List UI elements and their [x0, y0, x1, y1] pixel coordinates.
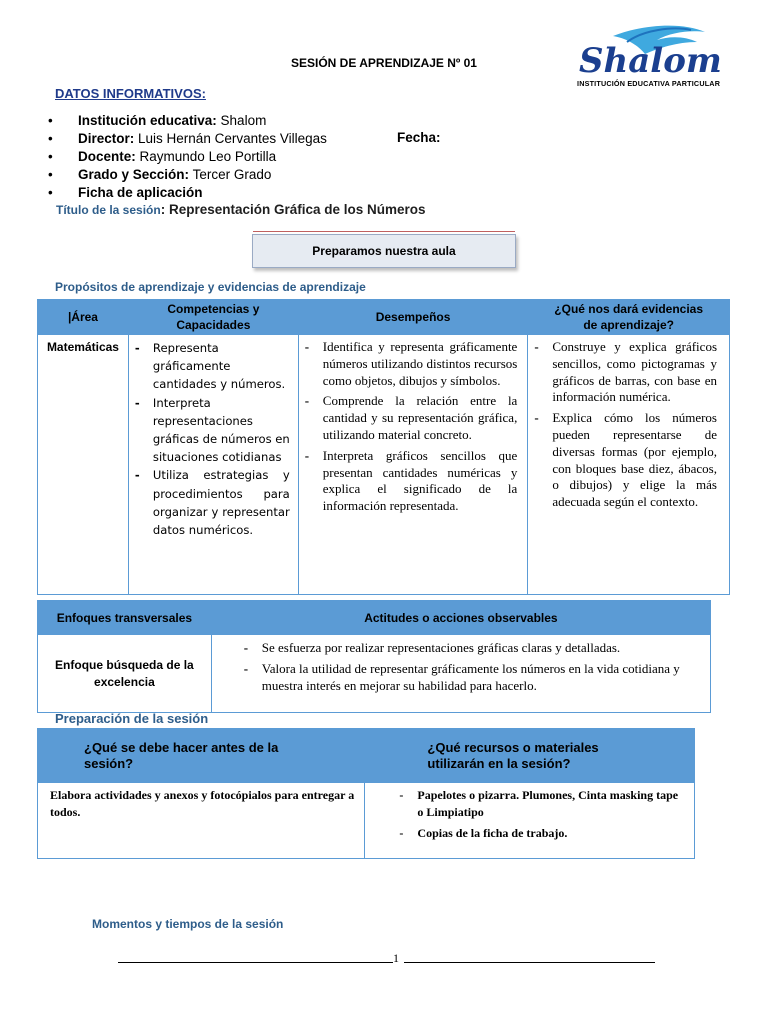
- desempenos-cell: [298, 335, 528, 595]
- list-item: - Identifica y representa gráficamente números utilizando distintos recursos como objetos, dibujos y símbolos.: [299, 339, 518, 389]
- list-item: • Ficha de aplicación: [48, 184, 327, 202]
- list-item: - Representa gráficamente cantidades y números.: [129, 339, 290, 394]
- preparacion-table: [37, 728, 695, 859]
- list-item: - Valora la utilidad de representar gráficamente los números en la vida cotidiana y muestra interés en mejorar su habilidad para hacerlo.: [238, 660, 702, 694]
- fecha-label: Fecha:: [397, 130, 441, 145]
- document-title: SESIÓN DE APRENDIZAJE Nº 01: [291, 56, 477, 70]
- list-item: • Docente: Raymundo Leo Portilla: [48, 148, 327, 166]
- session-title-label: Título de la sesión: [56, 203, 161, 217]
- dove-icon: [573, 22, 733, 80]
- list-item: - Se esfuerza por realizar representaciones gráficas claras y detalladas.: [238, 639, 702, 656]
- propositos-table: [37, 299, 730, 595]
- list-item: - Explica cómo los números pueden representarse de diversas formas (por ejemplo, con bloques base diez, ábacos, o dibujos) y elige la más adecuada según el contexto.: [528, 410, 717, 511]
- actitudes-cell: [211, 635, 710, 713]
- logo-text: Shalom: [579, 41, 722, 80]
- list-item: - Interpreta representaciones gráficas de números en situaciones cotidianas: [129, 394, 290, 467]
- footer-line-right: [404, 962, 655, 963]
- header-area: |Área: [38, 300, 129, 335]
- header-actitudes: Actitudes o acciones observables: [211, 601, 710, 635]
- preparamos-box: Preparamos nuestra aula: [252, 234, 516, 268]
- evidencias-cell: [528, 335, 730, 595]
- datos-heading: DATOS INFORMATIVOS:: [55, 86, 206, 101]
- list-item: • Grado y Sección: Tercer Grado: [48, 166, 327, 184]
- header-competencias: Competencias y Capacidades: [128, 300, 298, 335]
- list-item: • Director: Luis Hernán Cervantes Villegas: [48, 130, 327, 148]
- list-item: • Institución educativa: Shalom: [48, 112, 327, 130]
- session-title-line: Título de la sesión: Representación Gráfica de los Números: [56, 202, 426, 217]
- enfoque-cell: Enfoque búsqueda de la excelencia: [38, 635, 212, 713]
- competencias-cell: [128, 335, 298, 595]
- list-item: - Construye y explica gráficos sencillos, como pictogramas y gráficos de barras, con base en información numérica.: [528, 339, 717, 406]
- momentos-heading: Momentos y tiempos de la sesión: [92, 917, 284, 931]
- footer-line-left: [118, 962, 393, 963]
- header-desempenos: Desempeños: [298, 300, 528, 335]
- list-item: - Comprende la relación entre la cantidad y su representación gráfica, utilizando material concreto.: [299, 393, 518, 443]
- session-title: Representación Gráfica de los Números: [165, 202, 426, 217]
- info-list: [48, 112, 327, 202]
- recursos-cell: [365, 783, 695, 859]
- list-item: - Utiliza estrategias y procedimientos para organizar y representar datos numéricos.: [129, 466, 290, 539]
- header-antes: ¿Qué se debe hacer antes de la sesión?: [38, 729, 365, 783]
- page-number: 1: [393, 951, 399, 965]
- enfoques-table: [37, 600, 711, 713]
- list-item: - Papelotes o pizarra. Plumones, Cinta masking tape o Limpiatipo: [393, 787, 684, 821]
- preparacion-heading: Preparación de la sesión: [55, 711, 209, 726]
- propositos-heading: Propósitos de aprendizaje y evidencias de aprendizaje: [55, 280, 366, 294]
- header-evidencias: ¿Qué nos dará evidencias de aprendizaje?: [528, 300, 730, 335]
- header-recursos: ¿Qué recursos o materiales utilizarán en la sesión?: [365, 729, 695, 783]
- shalom-logo: [573, 22, 733, 92]
- logo-subtitle: INSTITUCIÓN EDUCATIVA PARTICULAR: [577, 79, 721, 88]
- list-item: - Copias de la ficha de trabajo.: [393, 825, 684, 842]
- antes-cell: Elabora actividades y anexos y fotocópialos para entregar a todos.: [38, 783, 365, 859]
- header-enfoques: Enfoques transversales: [38, 601, 212, 635]
- area-cell: Matemáticas: [38, 335, 129, 595]
- list-item: - Interpreta gráficos sencillos que presentan cantidades numéricas y explica el significado de la información representada.: [299, 448, 518, 515]
